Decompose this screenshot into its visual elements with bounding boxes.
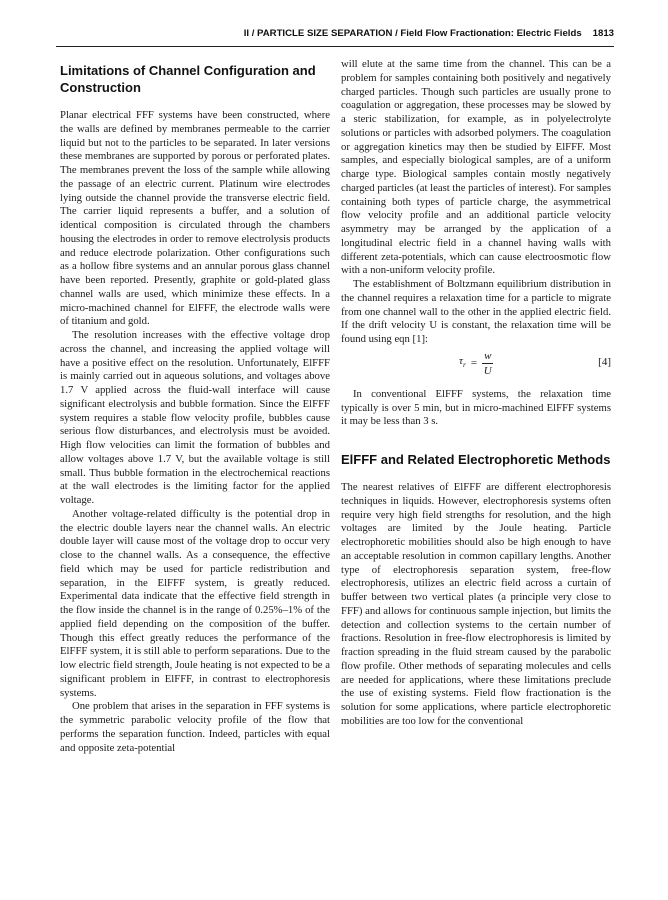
section-heading-limitations: Limitations of Channel Configuration and Construction: [60, 63, 316, 95]
equation-numerator: w: [484, 349, 492, 362]
paragraph: will elute at the same time from the channel. This can be a problem for samples containing both positively and negatively charged particles. Though such particles are usually prone to coagulation or aggregation, these processes may be slowed by a steric stabilization, for example, as in polyelectrolyte solutions or particles with adsorbed polymers. The coagulation or aggregation kinetics may then be studied by ElFFF. Most samples, and especially biological samples, are of a uniform charge type. Biological samples contain mostly negatively charged particles (at least the particles of interest). For samples containing both types of particle charge, the asymmetrical flow velocity profile and an additional particle velocity asymmetry may be arranged by the application of a longitudinal electric field in a channel having walls with different zeta-potentials, which can cause electroosmotic flow with a non-uniform velocity profile.: [341, 58, 611, 277]
paragraph: The resolution increases with the effective voltage drop across the channel, and increasing the applied voltage will have a positive effect on the resolution. Unfortunately, ElFFF is mainly carried out in aqueous solutions, and voltages above 1.7 V applied across the fluid-wall interface will cause significant electrolysis and bubble formation. Since the ElFFF system requires a stable flow velocity profile, bubbles cause serious flow disturbances, and electrolysis must be avoided. High flow velocities can limit the formation of bubbles and allow voltages above 1.7 V, but the available voltage is still small. Thus bubble formation in the electrochemical reactions at the wall electrodes is the limiting factor for the applied voltage.: [60, 329, 330, 506]
equation-number: [4]: [598, 355, 611, 368]
left-column: [60, 57, 330, 755]
running-head: [56, 28, 614, 44]
paragraph: The nearest relatives of ElFFF are different electrophoresis techniques in liquids. However, electrophoresis systems often require very high field strengths for resolution, and the high voltages are limited by the Joule heating. Particle electrophoretic mobilities should also be high enough to have an acceptable resolution in common capillary lengths. Another type of electrophoresis separation system, free-flow electrophoresis, utilizes an electric field across a curtain of buffer between two vertical plates (a principle very close to FFF) and allows for continuous sample injection, but limits the detection and collection systems to the certain number of fractions. Resolution in free-flow electrophoresis is limited by fraction spreading in the fluid stream caused by the parabolic flow profile. Other methods of separating molecules and cells are needed for applications, where these limitations preclude the use of existing systems. Field flow fractionation is the solution for some applications, where particle electrophoretic mobilities are too low for the conventional: [341, 481, 611, 727]
header-rule: [56, 46, 614, 47]
paragraph: The establishment of Boltzmann equilibrium distribution in the channel requires a relaxation time for a particle to migrate from one channel wall to the other in the applied electric field. If the drift velocity U is constant, the relaxation time will be found using eqn [1]:: [341, 278, 611, 345]
running-head-title: II / PARTICLE SIZE SEPARATION / Field Flow Fractionation: Electric Fields: [243, 28, 582, 39]
paragraph: In conventional ElFFF systems, the relaxation time typically is over 5 min, but in micro-machined ElFFF systems it may be less than 3 s.: [341, 387, 611, 428]
equation-relaxation-time: [341, 348, 611, 382]
equation-lhs: $\tau_r$: [459, 355, 466, 370]
equation-fraction: [482, 350, 493, 378]
paragraph: Another voltage-related difficulty is the potential drop in the electric double layers near the channel walls. An electric double layer will cause most of the voltage drop to occur very close to the channel walls. As a consequence, the effective field which may be used for particle redistribution and separation, in the ElFFF system, is greatly reduced. Experimental data indicate that the effective field strength in the flow inside the channel is in the range of 0.25%–1% of the applied field depending on the composition of the buffer. Though this effect greatly reduces the performance of the ElFFF system, it is still able to perform separations. Due to the low electric field strength, Joule heating is not expected to be a significant problem in ElFFF, in contrast to electrophoresis systems.: [60, 507, 330, 699]
section-heading-related-methods: ElFFF and Related Electrophoretic Methods: [341, 452, 611, 467]
paragraph: One problem that arises in the separation in FFF systems is the symmetric parabolic velocity profile of the flow that performs the separation function. Indeed, particles with equal and opposite zeta-potential: [60, 700, 330, 754]
paragraph: Planar electrical FFF systems have been constructed, where the walls are defined by membranes permeable to the carrier liquid but not to the particles to be separated. In later versions these membranes are supported by porous or perforated plates. The membranes prevent the loss of the sample while allowing the passage of an electric current. Platinum wire electrodes lying outside the channel provide the transverse electric field. The carrier liquid represents a buffer, and a solution of identical composition is circulated through the chambers housing the electrodes in order to remove electrolysis products and reduce electrode polarization. Other configurations such as a hollow fibre systems and an annular porous glass channel have been reported. Presently, graphite or gold-plated glass channel walls are used, which minimize these effects. In a micro-machined channel for ElFFF, the electrode walls were of titanium and gold.: [60, 109, 330, 328]
right-column: [341, 58, 611, 729]
page-number: 1813: [592, 28, 614, 39]
spacer: [341, 429, 611, 451]
equation-equals: =: [470, 356, 478, 369]
equation-denominator: U: [483, 364, 492, 377]
